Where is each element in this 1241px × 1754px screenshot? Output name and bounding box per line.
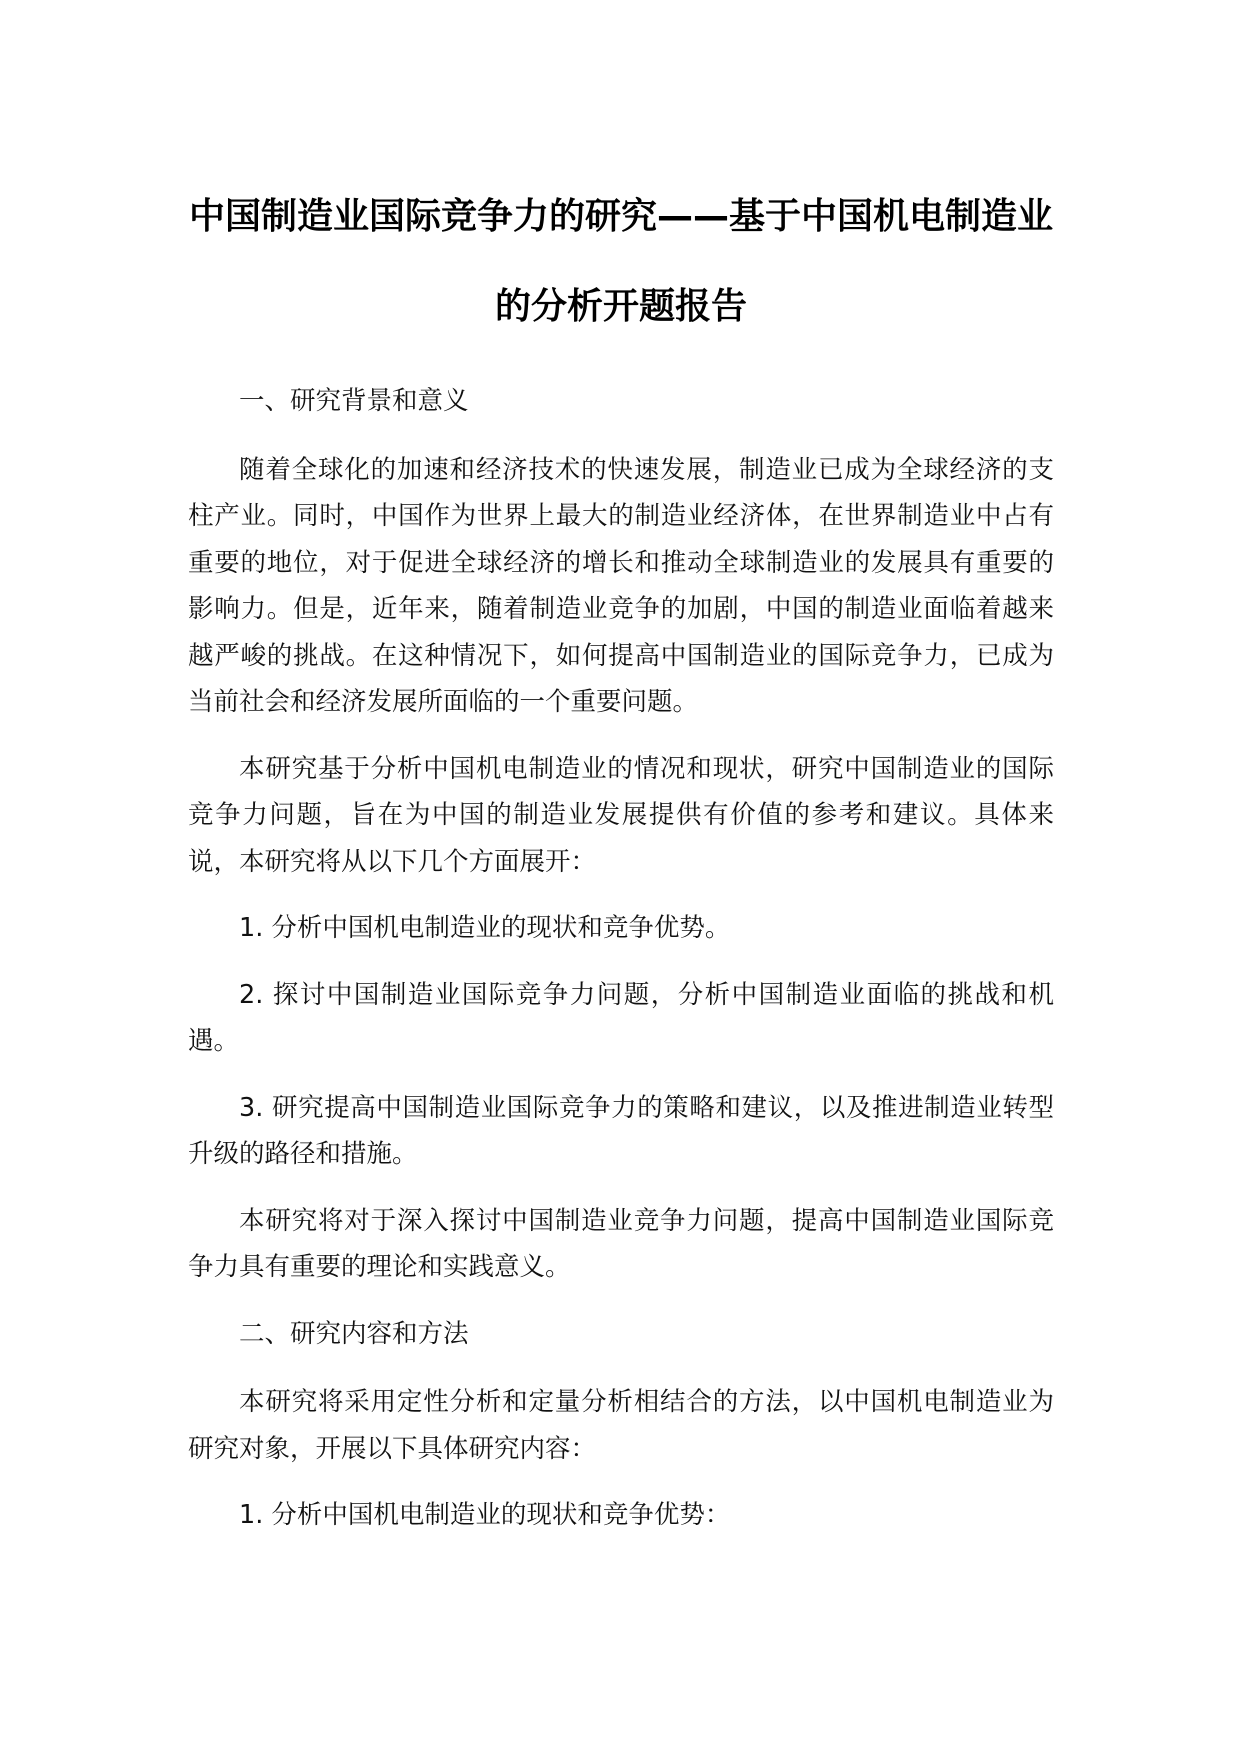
section-heading-content-methods: 二、研究内容和方法: [239, 1318, 469, 1349]
list-item-3: 3. 研究提高中国制造业国际竞争力的策略和建议，以及推进制造业转型升级的路径和措施。: [188, 1092, 1054, 1169]
list-item-2: 2. 探讨中国制造业国际竞争力问题，分析中国制造业面临的挑战和机遇。: [188, 979, 1054, 1056]
paragraph-methods: 本研究将采用定性分析和定量分析相结合的方法，以中国机电制造业为研究对象，开展以下具体研究内容：: [188, 1387, 1054, 1464]
document-body: [188, 378, 1054, 1559]
paragraph-research-scope: 本研究基于分析中国机电制造业的情况和现状，研究中国制造业的国际竞争力问题，旨在为中国的制造业发展提供有价值的参考和建议。具体来说，本研究将从以下几个方面展开：: [188, 753, 1054, 877]
list-item-1: 1. 分析中国机电制造业的现状和竞争优势。: [239, 913, 731, 943]
paragraph-significance: 本研究将对于深入探讨中国制造业竞争力问题，提高中国制造业国际竞争力具有重要的理论和实践意义。: [188, 1205, 1054, 1282]
list-item-content-1: 1. 分析中国机电制造业的现状和竞争优势：: [239, 1500, 731, 1530]
paragraph-background: 随着全球化的加速和经济技术的快速发展，制造业已成为全球经济的支柱产业。同时，中国作为世界上最大的制造业经济体，在世界制造业中占有重要的地位，对于促进全球经济的增长和推动全球制造业的发展具有重要的影响力。但是，近年来，随着制造业竞争的加剧，中国的制造业面临着越来越严峻的挑战。在这种情况下，如何提高中国制造业的国际竞争力，已成为当前社会和经济发展所面临的一个重要问题。: [188, 454, 1054, 717]
document-title: 中国制造业国际竞争力的研究——基于中国机电制造业的分析开题报告: [188, 196, 1053, 327]
section-heading-background: 一、研究背景和意义: [239, 386, 469, 416]
